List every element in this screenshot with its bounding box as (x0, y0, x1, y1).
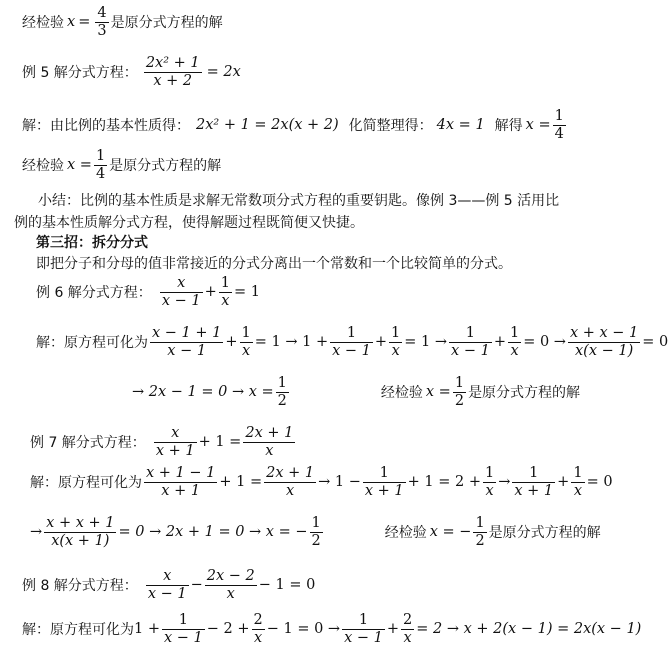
plus: + (204, 284, 217, 301)
equation: 2x² + 1 = 2x(x + 2) (196, 117, 339, 134)
text: 例 6 解分式方程： (36, 285, 152, 302)
text: 经检验 (22, 15, 64, 32)
fraction: $\frac{2x - 2}{x}$ (206, 568, 255, 602)
expr: + 1 = (198, 434, 242, 451)
expr: − 2 + (206, 621, 250, 638)
fraction: $\frac{1}{x - 1}$ (163, 612, 203, 646)
plus: + (493, 334, 506, 351)
expr: → 1 − (318, 474, 361, 491)
fraction: $\frac{1}{x}$ (241, 325, 251, 359)
text: 经检验 (22, 158, 64, 175)
fraction: $\frac{\text{2x² + 1}}{x + 2}$ (145, 55, 200, 89)
plus: + (225, 334, 238, 351)
solution-6-result (132, 375, 580, 409)
verify-line-1 (22, 5, 223, 39)
minus: − (190, 577, 203, 594)
expr: = 2 → x + 2(x − 1) = 2x(x − 1) (416, 621, 642, 638)
equation: 4x = 1 (436, 117, 485, 134)
plus: + (386, 621, 400, 638)
solution-8 (22, 612, 641, 646)
fraction: $\frac{2}{x}$ (253, 612, 263, 646)
text: 化简整理得： (348, 118, 433, 135)
fraction: $\frac{2}{x}$ (403, 612, 413, 646)
expr: x = − (429, 524, 472, 541)
expr: = 0 (642, 334, 668, 351)
fraction: $\frac{4}{3}$ (97, 5, 107, 39)
solution-6 (36, 325, 668, 359)
example-8-heading (22, 568, 315, 602)
text: 解：原方程可化为 (36, 335, 148, 352)
fraction: $\frac{x}{x + 1}$ (155, 425, 195, 459)
text: 是原分式方程的解 (110, 15, 223, 32)
fraction: $\frac{x + 1 - 1}{x + 1}$ (146, 465, 216, 499)
fraction: $\frac{x}{x - 1}$ (161, 275, 201, 309)
text: 解：原方程可化为 (30, 475, 142, 492)
plus: + (557, 474, 570, 491)
equation: x = (67, 157, 92, 174)
fraction: $\frac{1}{x + 1}$ (514, 465, 554, 499)
expr: = 0 → (523, 334, 566, 351)
solution-7 (30, 465, 613, 499)
expr: → 2x − 1 = 0 → x = (132, 384, 274, 401)
example-5-heading (22, 55, 241, 89)
text: 是原分式方程的解 (109, 158, 222, 175)
expr: = 0 (586, 474, 613, 491)
var-x: x (67, 14, 76, 31)
text: 例 8 解分式方程： (22, 578, 138, 595)
section-heading: 第三招：拆分分式 (36, 235, 148, 251)
expr: = 1 → (404, 334, 448, 351)
fraction: $\frac{x + x + 1}{x(x + 1)}$ (46, 515, 115, 549)
expr: x = (425, 384, 451, 401)
solution-5 (22, 108, 568, 142)
fraction: $\frac{1}{2}$ (311, 515, 321, 549)
text: 经检验 (380, 385, 423, 402)
plus: + (374, 334, 388, 351)
summary-line-2: 例的基本性质解分式方程，使得解题过程既简便又快捷。 (14, 215, 364, 231)
fraction: $\frac{x - 1 + 1}{x - 1}$ (152, 325, 222, 359)
fraction: $\frac{1}{x + 1}$ (364, 465, 404, 499)
expr: = 0 → 2x + 1 = 0 → x = − (118, 524, 308, 541)
text: 例 5 解分式方程： (22, 65, 138, 82)
fraction: $\frac{1}{x - 1}$ (451, 325, 490, 359)
arrow: → (30, 524, 43, 541)
equation: x = (525, 117, 551, 134)
solution-7-result (30, 515, 601, 549)
fraction: $\frac{1}{x}$ (573, 465, 583, 499)
text: 例 7 解分式方程： (30, 435, 146, 452)
expr: 1 + (134, 621, 160, 638)
fraction: $\frac{1}{4}$ (95, 148, 106, 182)
expr: = 1 → 1 + (254, 334, 329, 351)
fraction: $\frac{1}{2}$ (475, 515, 485, 549)
example-7-heading (30, 425, 297, 459)
fraction: $\frac{1}{2}$ (454, 375, 465, 409)
text: 解得 (494, 118, 523, 135)
example-6-heading (36, 275, 260, 309)
expr: + 1 = (219, 474, 263, 491)
text: 经检验 (384, 525, 427, 542)
fraction: $\frac{1}{x - 1}$ (332, 325, 371, 359)
fraction: $\frac{1}{4}$ (554, 108, 564, 142)
rhs: = 2x (206, 64, 241, 81)
expr: + 1 = 2 + (407, 474, 481, 491)
text: 是原分式方程的解 (488, 525, 601, 542)
fraction: $\frac{1}{x}$ (391, 325, 401, 359)
rhs: = 1 (233, 284, 260, 301)
fraction: $\frac{x + x - 1}{x(x - 1)}$ (569, 325, 639, 359)
text: 是原分式方程的解 (468, 385, 581, 402)
fraction: $\frac{1}{x}$ (220, 275, 230, 309)
fraction: $\frac{2x + 1}{x}$ (266, 465, 315, 499)
text: 解：由比例的基本性质得： (22, 118, 190, 135)
fraction: $\frac{2x + 1}{x}$ (245, 425, 294, 459)
expr: − 1 = 0 (258, 577, 316, 594)
expr: → (498, 474, 511, 491)
fraction: $\frac{x}{x - 1}$ (147, 568, 187, 602)
fraction: $\frac{1}{x - 1}$ (344, 612, 383, 646)
fraction: $\frac{1}{2}$ (277, 375, 287, 409)
fraction: $\frac{1}{x}$ (485, 465, 495, 499)
equals: = (78, 14, 91, 31)
text: 解：原方程可化为 (22, 622, 134, 639)
summary-line-1: 小结：比例的基本性质是求解无常数项分式方程的重要钥匙。像例 3——例 5 活用比 (38, 193, 560, 209)
verify-line-2 (22, 148, 221, 182)
section-description: 即把分子和分母的值非常接近的分式分离出一个常数和一个比较简单的分式。 (36, 256, 512, 272)
expr: − 1 = 0 → (266, 621, 341, 638)
fraction: $\frac{1}{x}$ (509, 325, 520, 359)
